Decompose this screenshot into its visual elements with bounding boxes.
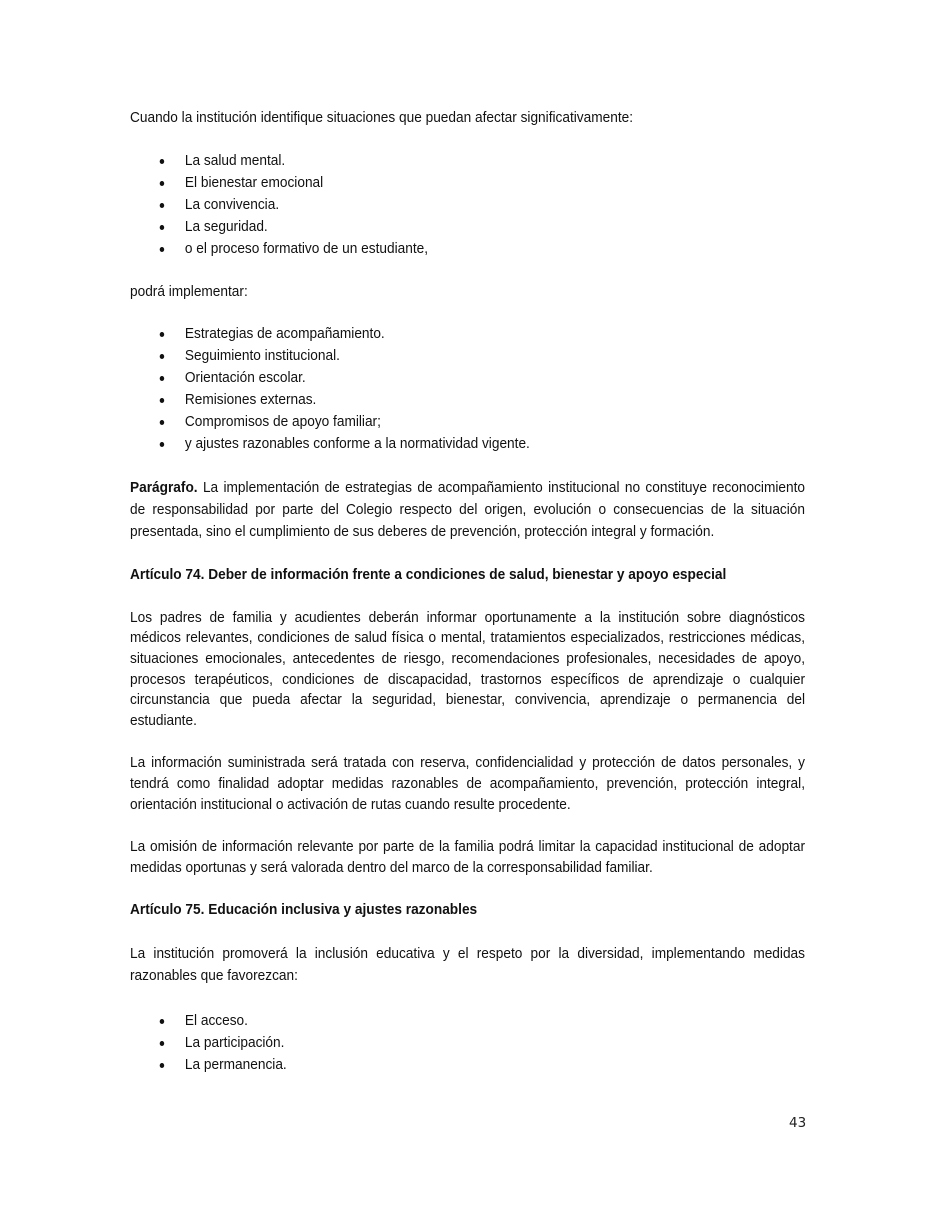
list-item: La permanencia. [130,1054,805,1076]
article-74-paragraph-2: La información suministrada será tratada con reserva, confidencialidad y protección de datos personales, y tendrá como finalidad adoptar medidas razonables de acompañamiento, prevención, protección integral, orientación institucional o activación de rutas cuando resulte procedente. [130,754,805,813]
list-item: La seguridad. [130,216,805,238]
bullet-icon [160,1019,165,1024]
inclusion-list [130,1010,805,1076]
bullet-icon [160,1063,165,1068]
list-item: Estrategias de acompañamiento. [130,323,805,345]
article-75-heading: Artículo 75. Educación inclusiva y ajustes razonables [130,901,478,919]
list-item: El bienestar emocional [130,172,805,194]
bullet-icon [160,332,165,337]
article-74-heading: Artículo 74. Deber de información frente a condiciones de salud, bienestar y apoyo especial [130,566,727,584]
list-item: Orientación escolar. [130,367,805,389]
article-75-paragraph-1: La institución promoverá la inclusión educativa y el respeto por la diversidad, implementando medidas razonables que favorezcan: [130,944,805,984]
intro-paragraph: Cuando la institución identifique situaciones que puedan afectar significativamente: [130,109,634,126]
bullet-icon [160,203,165,208]
bullet-icon [160,159,165,164]
article-74-paragraph-3: La omisión de información relevante por parte de la familia podrá limitar la capacidad institucional de adoptar medidas oportunas y será valorada dentro del marco de la corresponsabilidad familiar. [130,838,805,876]
bullet-icon [160,420,165,425]
page-content [130,108,805,1076]
bullet-icon [160,225,165,230]
list-item: Compromisos de apoyo familiar; [130,411,805,433]
paragrafo-paragraph [130,477,805,543]
bullet-icon [160,354,165,359]
bullet-icon [160,1041,165,1046]
bullet-icon [160,181,165,186]
list-item: La salud mental. [130,150,805,172]
page-number: 43 [789,1115,807,1131]
bullet-icon [160,247,165,252]
mid-paragraph: podrá implementar: [130,282,248,300]
bullet-icon [160,442,165,447]
paragrafo-label: Parágrafo. [130,479,198,497]
list-item: y ajustes razonables conforme a la normatividad vigente. [130,433,805,455]
list-item: o el proceso formativo de un estudiante, [130,238,805,260]
list-item: Remisiones externas. [130,389,805,411]
list-item: El acceso. [130,1010,805,1032]
list-item: Seguimiento institucional. [130,345,805,367]
bullet-icon [160,398,165,403]
list-item: La participación. [130,1032,805,1054]
article-74-paragraph-1: Los padres de familia y acudientes deberán informar oportunamente a la institución sobre diagnósticos médicos relevantes, condiciones de salud física o mental, tratamientos especializados, restricciones médicas, situaciones emocionales, antecedentes de riesgo, recomendaciones profesionales, necesidades de apoyo, procesos terapéuticos, condiciones de discapacidad, trastornos específicos de aprendizaje o cualquier circunstancia que pueda afectar la seguridad, bienestar, convivencia, aprendizaje o permanencia del estudiante. [130,608,805,729]
affected-areas-list [130,150,805,260]
measures-list [130,323,805,455]
bullet-icon [160,376,165,381]
list-item: La convivencia. [130,194,805,216]
paragrafo-text: La implementación de estrategias de acompañamiento institucional no constituye reconocimiento de responsabilidad por parte del Colegio respecto del origen, evolución o consecuencias de la situación presentada, sino el cumplimiento de sus deberes de prevención, protección integral y formación. [130,479,805,541]
